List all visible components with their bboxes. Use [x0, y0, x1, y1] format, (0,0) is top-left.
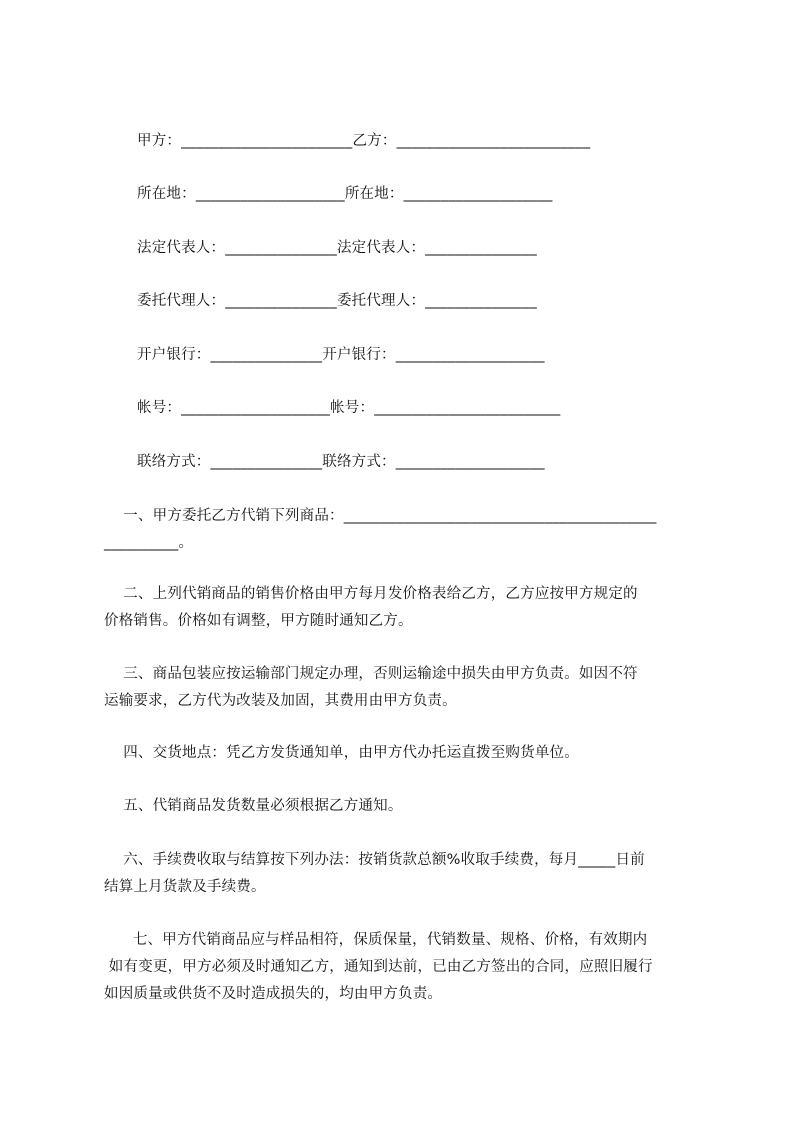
party-row-account	[137, 398, 560, 418]
party-a-account-blank: ____________________	[181, 400, 331, 416]
clause-2-line-2: 价格销售。价格如有调整，甲方随时通知乙方。	[104, 613, 413, 629]
clause-5-line-1: 五、代销商品发货数量必须根据乙方通知。	[104, 798, 403, 814]
party-row-legal-rep	[137, 238, 537, 258]
party-a-legal-rep-label: 法定代表人：	[137, 240, 226, 256]
clause-3-line-2: 运输要求，乙方代为改装及加固，其费用由甲方负责。	[104, 693, 457, 709]
party-b-name-blank: __________________________	[396, 133, 591, 149]
party-a-bank-blank: _______________	[210, 347, 323, 363]
party-row-bank	[137, 345, 545, 365]
party-b-name-label: 乙方：	[352, 133, 397, 149]
party-b-legal-rep-label: 法定代表人：	[336, 240, 426, 256]
party-b-bank-label: 开户银行：	[322, 347, 396, 363]
party-a-agent-label: 委托代理人：	[137, 293, 226, 309]
party-a-address-blank: ____________________	[195, 186, 345, 202]
party-a-legal-rep-blank: _______________	[225, 240, 337, 256]
party-a-name-label: 甲方：	[137, 133, 182, 149]
clause-2-line-1: 二、上列代销商品的销售价格由甲方每月发价格表给乙方，乙方应按甲方规定的	[104, 586, 638, 602]
party-b-agent-label: 委托代理人：	[336, 293, 426, 309]
party-b-account-blank: _________________________	[374, 400, 561, 416]
clause-1-line-1: 一、甲方委托乙方代销下列商品：__________________________________________	[104, 508, 657, 524]
clause-6-line-2: 结算上月货款及手续费。	[104, 879, 266, 895]
party-row-contact	[137, 452, 545, 472]
party-b-account-label: 帐号：	[330, 400, 375, 416]
party-b-legal-rep-blank: _______________	[425, 240, 537, 256]
party-b-address-label: 所在地：	[344, 186, 404, 202]
party-a-bank-label: 开户银行：	[137, 347, 211, 363]
party-a-name-blank: _______________________	[181, 133, 353, 149]
clause-6-line-1: 六、手续费收取与结算按下列办法：按销货款总额%收取手续费，每月_____日前	[104, 852, 645, 868]
party-a-account-label: 帐号：	[137, 400, 182, 416]
party-a-contact-label: 联络方式：	[137, 454, 211, 470]
party-b-agent-blank: _______________	[425, 293, 537, 309]
party-b-bank-blank: ____________________	[395, 347, 545, 363]
clause-7-line-1: 七、甲方代销商品应与样品相符，保质保量，代销数量、规格、价格，有效期内	[104, 932, 648, 948]
clause-3-line-1: 三、商品包装应按运输部门规定办理，否则运输途中损失由甲方负责。如因不符	[104, 666, 638, 682]
party-row-name	[137, 131, 590, 151]
party-a-address-label: 所在地：	[137, 186, 196, 202]
party-b-contact-blank: ____________________	[395, 454, 545, 470]
party-a-agent-blank: _______________	[225, 293, 337, 309]
party-a-contact-blank: _______________	[210, 454, 323, 470]
clause-7-line-2: 如有变更，甲方必须及时通知乙方，通知到达前，已由乙方签出的合同，应照旧履行	[104, 959, 653, 975]
clause-4-line-1: 四、交货地点：凭乙方发货通知单，由甲方代办托运直拨至购货单位。	[104, 745, 579, 761]
party-row-agent	[137, 291, 537, 311]
party-b-contact-label: 联络方式：	[322, 454, 396, 470]
party-b-address-blank: ____________________	[403, 186, 553, 202]
party-row-address	[137, 184, 553, 204]
clause-7-line-3: 如因质量或供货不及时造成损失的，均由甲方负责。	[104, 986, 443, 1002]
clause-1-line-2: __________。	[104, 535, 194, 551]
